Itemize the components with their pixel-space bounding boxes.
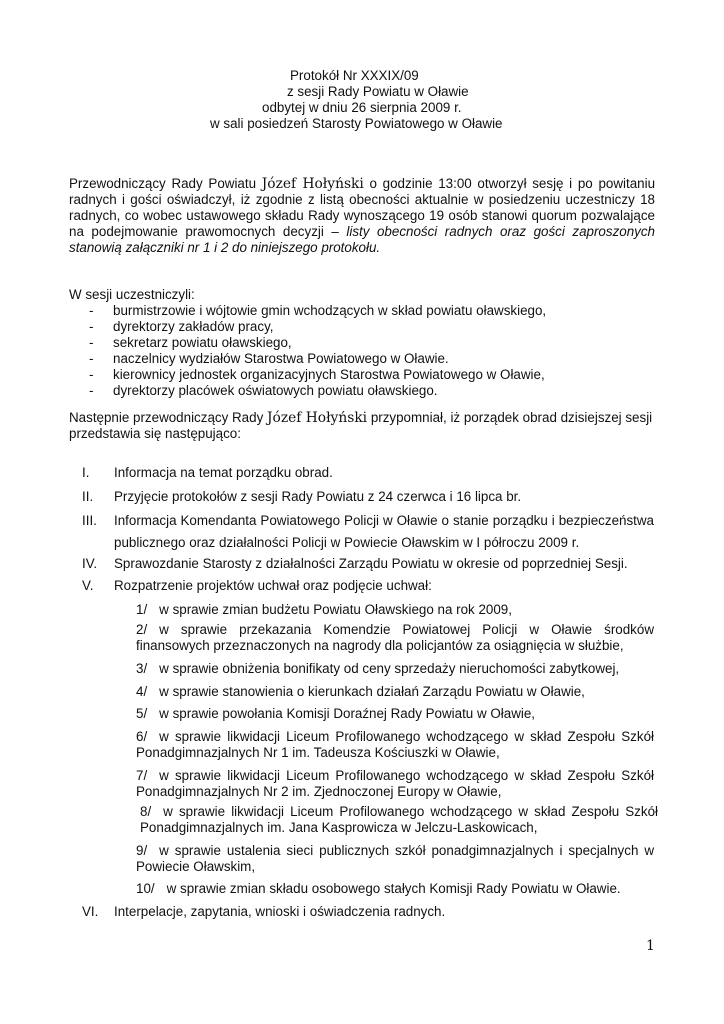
resolution-item: 6/ w sprawie likwidacji Liceum Profilowanego wchodzącego w skład Zespołu Szkół Ponadgimnazjalnych Nr 1 im. Tadeusza Kościuszki w Oławie, (136, 729, 654, 760)
resolution-item: 10/ w sprawie zmian składu osobowego stałych Komisji Rady Powiatu w Oławie. (136, 881, 621, 896)
agenda-item-i: I. Informacja na temat porządku obrad. (82, 465, 333, 480)
agenda-intro: Następnie przewodniczący Rady Józef Hołyński przypomniał, iż porządek obrad dzisiejszej sesji przedstawia się następująco: (69, 410, 653, 441)
opening-text-1: Przewodniczący Rady Powiatu (69, 176, 262, 191)
resolution-item: 1/ w sprawie zmian budżetu Powiatu Oławskiego na rok 2009, (136, 602, 512, 617)
venue-line: w sali posiedzeń Starosty Powiatowego w Oławie (210, 116, 503, 131)
participant-item: - dyrektorzy zakładów pracy, (89, 319, 274, 334)
resolution-item: 4/ w sprawie stanowienia o kierunkach działań Zarządu Powiatu w Oławie, (136, 684, 585, 699)
date-line: odbytej w dniu 26 sierpnia 2009 r. (262, 100, 462, 115)
agenda-item-v: V. Rozpatrzenie projektów uchwał oraz podjęcie uchwał: (82, 578, 432, 593)
session-line: z sesji Rady Powiatu w Oławie (287, 84, 469, 99)
resolution-item: 9/ w sprawie ustalenia sieci publicznych szkół ponadgimnazjalnych i specjalnych w Powiecie Oławskim, (136, 843, 654, 874)
agenda-item-ii: II. Przyjęcie protokołów z sesji Rady Powiatu z 24 czerwca i 16 lipca br. (82, 489, 522, 504)
participants-label: W sesji uczestniczyli: (69, 287, 195, 302)
resolution-item: 5/ w sprawie powołania Komisji Doraźnej Rady Powiatu w Oławie, (136, 706, 536, 721)
participant-item: - kierownicy jednostek organizacyjnych Starostwa Powiatowego w Oławie, (89, 367, 545, 382)
participant-item: - burmistrzowie i wójtowie gmin wchodzących w skład powiatu oławskiego, (89, 303, 547, 318)
attachments-note: listy obecności radnych oraz gości zaproszonych stanowią załączniki nr 1 i 2 do niniejszego protokołu. (69, 224, 655, 255)
agenda-item-iii: III. Informacja Komendanta Powiatowego Policji w Oławie o stanie porządku i bezpieczeństwa publicznego oraz działalności Policji w Powiecie Oławskim w I półroczu 2009 r. (82, 513, 654, 550)
agenda-item-iv: IV. Sprawozdanie Starosty z działalności Zarządu Powiatu w okresie od poprzedniej Sesji. (82, 556, 628, 571)
chairman-name: Józef Hołyński (266, 410, 368, 426)
participant-item: - naczelnicy wydziałów Starostwa Powiatowego w Oławie. (89, 351, 449, 366)
resolution-item: 3/ w sprawie obniżenia bonifikaty od ceny sprzedaży nieruchomości zabytkowej, (136, 661, 620, 676)
resolution-item: 2/ w sprawie przekazania Komendzie Powiatowej Policji w Oławie środków finansowych przeznaczonych na nagrody dla policjantów za osiągnięcia w służbie, (136, 622, 654, 653)
agenda-item-vi: VI. Interpelacje, zapytania, wnioski i oświadczenia radnych. (82, 904, 446, 919)
participant-item: - dyrektorzy placówek oświatowych powiatu oławskiego. (89, 383, 438, 398)
participant-item: - sekretarz powiatu oławskiego, (89, 335, 292, 350)
opening-text-2: o godzinie 13:00 otworzył sesję i po powitaniu radnych i gości oświadczył, iż zgodnie z listą obecności aktualnie w posiedzeniu uczestniczy 18 radnych, co wobec ustawowego składu Rady wynoszącego 19 osób stanowi quorum pozwalające na podejmowanie prawomocnych decyzji – (69, 176, 656, 239)
protocol-title: Protokół Nr XXXIX/09 (290, 68, 419, 83)
resolution-item: 8/ w sprawie likwidacji Liceum Profilowanego wchodzącego w skład Zespołu Szkół Ponadgimnazjalnych im. Jana Kasprowicza w Jelczu-Laskowicach, (140, 804, 658, 835)
resolution-item: 7/ w sprawie likwidacji Liceum Profilowanego wchodzącego w skład Zespołu Szkół Ponadgimnazjalnych Nr 2 im. Zjednoczonej Europy w Oławie, (136, 768, 654, 799)
opening-paragraph (69, 176, 655, 256)
page-number: 1 (646, 938, 655, 954)
chairman-name: Józef Hołyński (261, 176, 364, 192)
